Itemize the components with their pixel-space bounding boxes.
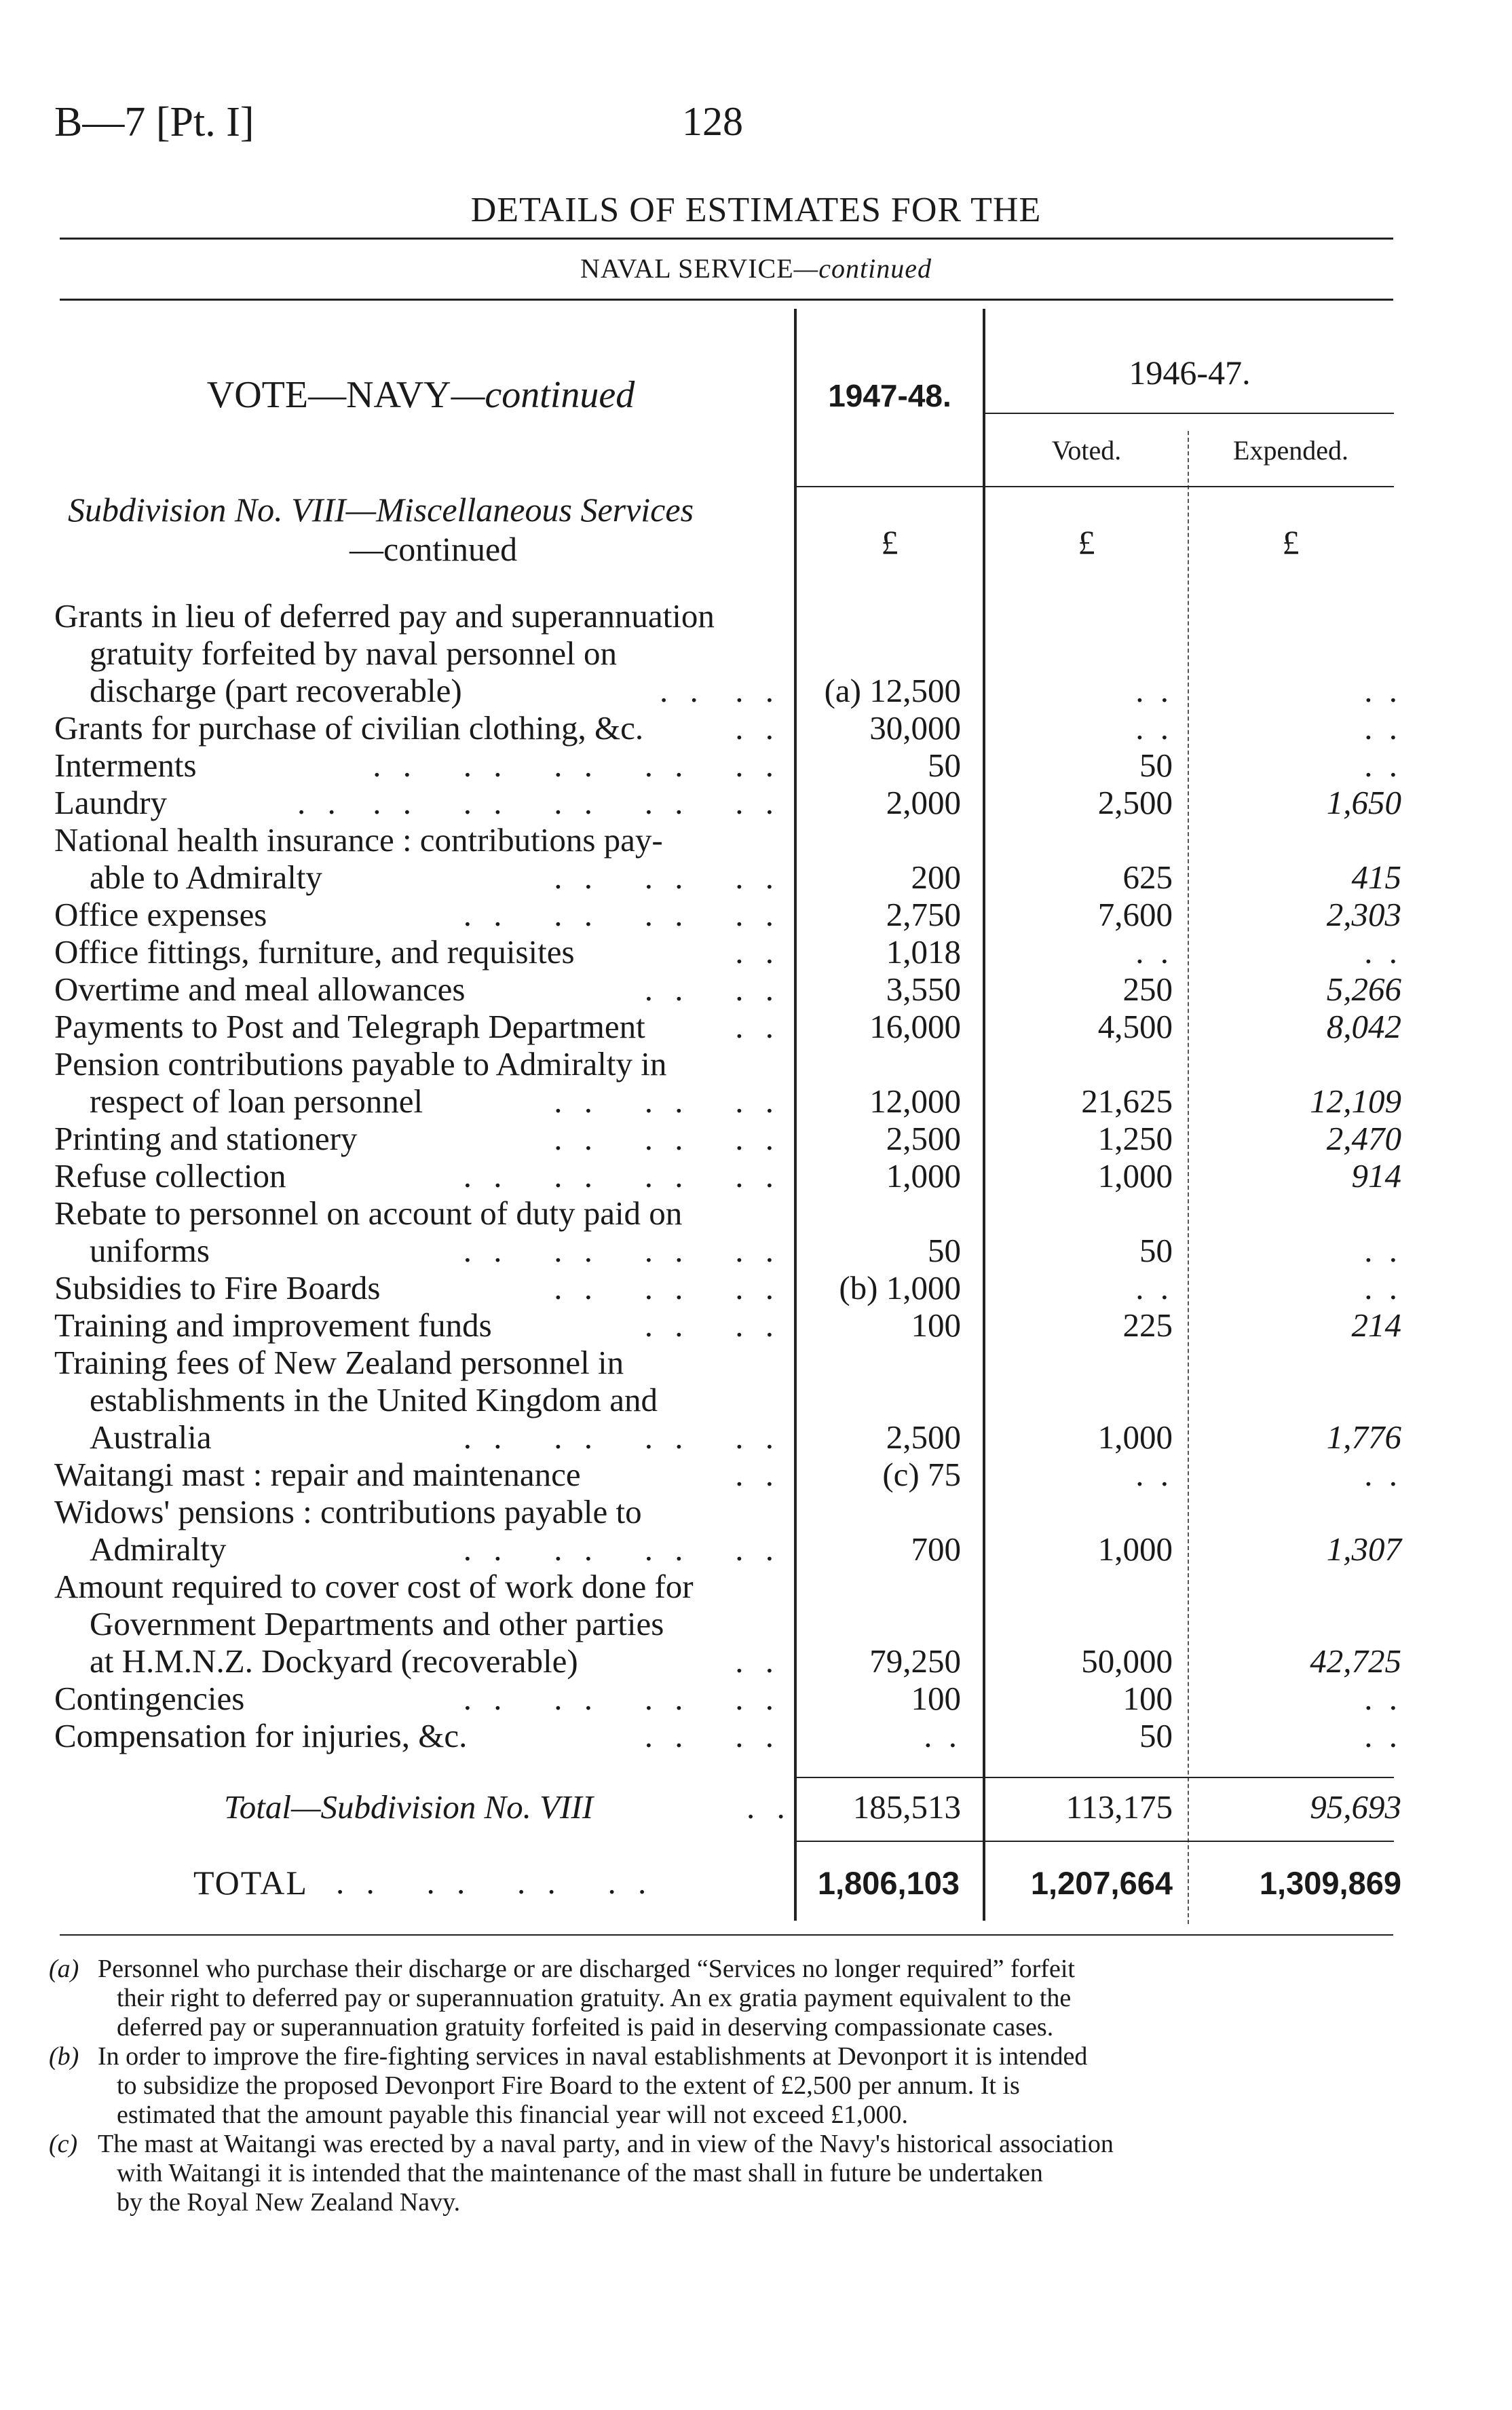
row-voted-value: 1,000	[1097, 1157, 1173, 1194]
leader-dots: . .	[735, 933, 780, 971]
row-current-value: 2,500	[886, 1418, 961, 1456]
table-row	[54, 1008, 780, 1045]
row-label-text: Laundry	[54, 784, 167, 821]
footnote-line: deferred pay or superannuation gratuity forfeited is paid in deserving compassionate cases.	[117, 2013, 1054, 2041]
row-current-value: 3,550	[886, 971, 961, 1008]
row-expended-value: 2,303	[1326, 896, 1401, 933]
row-label-line	[54, 1642, 780, 1680]
document-reference: B—7 [Pt. I]	[54, 99, 254, 145]
row-voted-value: 7,600	[1097, 896, 1173, 933]
row-label-line	[54, 1493, 780, 1530]
leader-dots: . .	[735, 1642, 780, 1680]
table-row	[54, 933, 780, 971]
leader-dots: . . . .	[660, 672, 780, 709]
row-label-line	[54, 1418, 780, 1456]
row-label-line	[54, 1045, 780, 1082]
total-label: TOTAL	[193, 1864, 308, 1902]
row-label-text: Compensation for injuries, &c.	[54, 1717, 468, 1754]
row-voted-value: . .	[1135, 1269, 1173, 1306]
row-label-line	[54, 821, 780, 859]
row-voted-value: 1,250	[1097, 1120, 1173, 1157]
row-label-text: Rebate to personnel on account of duty paid on	[54, 1194, 683, 1232]
row-current-value: 1,000	[886, 1157, 961, 1194]
table-row	[54, 709, 780, 747]
row-voted-value: . .	[1135, 1456, 1173, 1493]
row-voted-value: . .	[1135, 933, 1173, 971]
total-current: 1,806,103	[817, 1865, 960, 1901]
column-header-1946-47: 1946-47.	[1129, 354, 1251, 392]
row-label-text: Interments	[54, 747, 197, 784]
row-expended-value: 1,650	[1326, 784, 1401, 821]
table-row	[54, 896, 780, 933]
column-header-expended: Expended.	[1233, 435, 1348, 466]
table-row	[54, 784, 780, 821]
header-rule-previous	[985, 413, 1394, 414]
row-expended-value: . .	[1364, 709, 1401, 747]
row-current-value: (c) 75	[882, 1456, 961, 1493]
row-expended-value: 8,042	[1326, 1008, 1401, 1045]
subtotal-rule-bottom	[797, 1841, 1394, 1842]
row-label-text: National health insurance : contributions pay-	[54, 821, 663, 859]
row-label-text: Office fittings, furniture, and requisites	[54, 933, 575, 971]
row-label-text: respect of loan personnel	[90, 1082, 423, 1120]
leader-dots: . . . . . .	[554, 859, 780, 896]
row-voted-value: 21,625	[1081, 1082, 1173, 1120]
row-label-text: Refuse collection	[54, 1157, 286, 1194]
row-label-text: Subsidies to Fire Boards	[54, 1269, 381, 1306]
row-current-value: 1,018	[886, 933, 961, 971]
row-expended-value: . .	[1364, 747, 1401, 784]
row-label-text: discharge (part recoverable)	[90, 672, 462, 709]
row-label-text: Office expenses	[54, 896, 267, 933]
footnote-line: to subsidize the proposed Devonport Fire Board to the extent of £2,500 per annum. It is	[117, 2071, 1020, 2100]
row-voted-value: 50	[1139, 1717, 1173, 1754]
column-divider-3	[1188, 431, 1189, 1924]
leader-dots: . . . . . . . .	[463, 896, 780, 933]
row-expended-value: 415	[1351, 859, 1401, 896]
row-voted-value: 100	[1122, 1680, 1173, 1717]
row-expended-value: 42,725	[1310, 1642, 1401, 1680]
row-label-text: Waitangi mast : repair and maintenance	[54, 1456, 581, 1493]
vote-title: VOTE—NAVY	[206, 374, 451, 416]
row-label-text: Admiralty	[90, 1530, 227, 1568]
row-current-value: 79,250	[869, 1642, 961, 1680]
subtotal-rule-top	[797, 1777, 1394, 1778]
row-expended-value: . .	[1364, 1717, 1401, 1754]
table-row	[54, 1157, 780, 1194]
table-row	[54, 1306, 780, 1344]
service-suffix: —continued	[793, 253, 932, 284]
row-label-text: Grants for purchase of civilian clothing, &c.	[54, 709, 644, 747]
row-current-value: 700	[911, 1530, 961, 1568]
row-label-line	[54, 1269, 780, 1306]
row-current-value: 30,000	[869, 709, 961, 747]
table-row	[54, 1269, 780, 1306]
leader-dots: . . . . . .	[554, 1120, 780, 1157]
row-current-value: 2,750	[886, 896, 961, 933]
row-voted-value: 1,000	[1097, 1530, 1173, 1568]
total-voted: 1,207,664	[1030, 1865, 1173, 1901]
row-expended-value: 1,776	[1326, 1418, 1401, 1456]
footnote-line: estimated that the amount payable this financial year will not exceed £1,000.	[117, 2101, 909, 2129]
subtotal-voted: 113,175	[1065, 1788, 1173, 1826]
row-voted-value: 50	[1139, 747, 1173, 784]
leader-dots: . . . . . . . .	[463, 1418, 780, 1456]
leader-dots: . . . . . . . .	[463, 1157, 780, 1194]
currency-voted: £	[1078, 523, 1095, 561]
table-row	[54, 1045, 780, 1120]
row-voted-value: 225	[1122, 1306, 1173, 1344]
row-voted-value: 4,500	[1097, 1008, 1173, 1045]
row-current-value: (b) 1,000	[839, 1269, 961, 1306]
footnote	[49, 1955, 1406, 2042]
row-voted-value: 625	[1122, 859, 1173, 896]
footnote-line: by the Royal New Zealand Navy.	[117, 2188, 461, 2217]
row-current-value: 2,000	[886, 784, 961, 821]
footnote-line: with Waitangi it is intended that the maintenance of the mast shall in future be undertaken	[117, 2159, 1043, 2187]
service-heading	[0, 252, 1512, 284]
table-row	[54, 1344, 780, 1456]
row-label-text: Printing and stationery	[54, 1120, 358, 1157]
row-label-text: uniforms	[90, 1232, 210, 1269]
row-label-line	[54, 597, 780, 635]
total-dots: . . . . . . . .	[336, 1864, 654, 1901]
row-current-value: 50	[928, 747, 961, 784]
vote-heading	[54, 373, 787, 417]
row-label-line	[54, 1344, 780, 1381]
row-label-line	[54, 1082, 780, 1120]
table-row	[54, 747, 780, 784]
footnote-marker: (b)	[49, 2042, 79, 2071]
currency-1947-48: £	[881, 523, 899, 561]
row-current-value: 2,500	[886, 1120, 961, 1157]
row-label-text: Australia	[90, 1418, 212, 1456]
row-current-value: 100	[911, 1680, 961, 1717]
column-header-voted: Voted.	[1051, 435, 1122, 466]
footnote-line: their right to deferred pay or superannuation gratuity. An ex gratia payment equivalent to the	[117, 1984, 1072, 2012]
row-label-text: Amount required to cover cost of work done for	[54, 1568, 694, 1605]
row-label-line	[54, 859, 780, 896]
table-row	[54, 597, 780, 709]
row-label-line	[54, 672, 780, 709]
row-label-line	[54, 896, 780, 933]
row-label-line	[54, 1456, 780, 1493]
row-expended-value: . .	[1364, 1680, 1401, 1717]
table-row	[54, 1120, 780, 1157]
row-label-text: Training and improvement funds	[54, 1306, 492, 1344]
row-voted-value: 50,000	[1081, 1642, 1173, 1680]
row-expended-value: 2,470	[1326, 1120, 1401, 1157]
row-label-text: able to Admiralty	[90, 859, 322, 896]
row-current-value: (a) 12,500	[824, 672, 961, 709]
row-label-line	[54, 1120, 780, 1157]
footnote-line: The mast at Waitangi was erected by a naval party, and in view of the Navy's historical association	[98, 2130, 1114, 2158]
subdivision-continued: —continued	[349, 530, 518, 568]
row-current-value: 16,000	[869, 1008, 961, 1045]
row-voted-value: . .	[1135, 709, 1173, 747]
page-title: DETAILS OF ESTIMATES FOR THE	[470, 191, 1042, 229]
footnote-marker: (c)	[49, 2130, 78, 2158]
leader-dots: . . . . . .	[554, 1269, 780, 1306]
row-voted-value: 2,500	[1097, 784, 1173, 821]
row-label-line	[54, 1717, 780, 1754]
service-name: NAVAL SERVICE	[580, 253, 794, 284]
row-label-line	[54, 1008, 780, 1045]
row-expended-value: 5,266	[1326, 971, 1401, 1008]
row-current-value: 50	[928, 1232, 961, 1269]
row-voted-value: 250	[1122, 971, 1173, 1008]
footnote-line: Personnel who purchase their discharge or are discharged “Services no longer required” forfeit	[98, 1955, 1075, 1983]
row-label-text: Government Departments and other parties	[90, 1605, 664, 1642]
row-label-text: establishments in the United Kingdom and	[90, 1381, 658, 1418]
row-expended-value: 12,109	[1310, 1082, 1401, 1120]
row-current-value: 200	[911, 859, 961, 896]
row-expended-value: 1,307	[1326, 1530, 1401, 1568]
row-label-line	[54, 1306, 780, 1344]
leader-dots: . . . . . . . .	[463, 1530, 780, 1568]
row-label-text: Overtime and meal allowances	[54, 971, 466, 1008]
row-label-text: Pension contributions payable to Admiralty in	[54, 1045, 667, 1082]
row-label-line	[54, 1568, 780, 1605]
table-row	[54, 1568, 780, 1680]
leader-dots: . .	[735, 1008, 780, 1045]
row-expended-value: . .	[1364, 1456, 1401, 1493]
header-rule-bottom	[797, 486, 1394, 487]
leader-dots: . . . . . . . . . .	[373, 747, 780, 784]
row-label-line	[54, 1157, 780, 1194]
row-label-line	[54, 1232, 780, 1269]
subtotal-expended: 95,693	[1310, 1788, 1401, 1826]
row-current-value: 100	[911, 1306, 961, 1344]
subtotal-dots: . .	[746, 1788, 792, 1826]
row-label-line	[54, 1680, 780, 1717]
row-current-value: 12,000	[869, 1082, 961, 1120]
row-expended-value: 914	[1351, 1157, 1401, 1194]
vote-suffix: —continued	[451, 374, 635, 416]
subtotal-label	[224, 1788, 593, 1826]
subtotal-current: 185,513	[852, 1788, 961, 1826]
row-voted-value: . .	[1135, 672, 1173, 709]
table-row	[54, 1717, 780, 1754]
row-expended-value: . .	[1364, 672, 1401, 709]
row-label-line	[54, 971, 780, 1008]
total-expended: 1,309,869	[1259, 1865, 1401, 1901]
footnote-rule	[60, 1934, 1393, 1936]
row-label-text: Contingencies	[54, 1680, 245, 1717]
row-label-text: at H.M.N.Z. Dockyard (recoverable)	[90, 1642, 578, 1680]
row-label-line	[54, 1381, 780, 1418]
table-row	[54, 1456, 780, 1493]
footnote	[49, 2130, 1406, 2217]
row-label-line	[54, 1194, 780, 1232]
leader-dots: . . . . . . . .	[463, 1232, 780, 1269]
leader-dots: . . . . . .	[554, 1082, 780, 1120]
page-number: 128	[682, 99, 743, 144]
row-label-text: Grants in lieu of deferred pay and superannuation	[54, 597, 715, 635]
row-label-text: gratuity forfeited by naval personnel on	[90, 635, 617, 672]
row-label-line	[54, 784, 780, 821]
row-label-line	[54, 1530, 780, 1568]
table-row	[54, 1493, 780, 1568]
row-label-text: Widows' pensions : contributions payable to	[54, 1493, 642, 1530]
subdivision-heading	[68, 490, 787, 569]
footnote	[49, 2042, 1406, 2130]
leader-dots: . .	[735, 1456, 780, 1493]
service-rule	[60, 299, 1393, 301]
row-label-line	[54, 1605, 780, 1642]
leader-dots: . . . . . . . .	[463, 1680, 780, 1717]
row-label-text: Payments to Post and Telegraph Department	[54, 1008, 645, 1045]
row-label-line	[54, 933, 780, 971]
table-row	[54, 1194, 780, 1269]
row-voted-value: 1,000	[1097, 1418, 1173, 1456]
subtotal-row	[0, 1788, 1512, 1826]
subdivision-title: Subdivision No. VIII—Miscellaneous Services	[68, 491, 694, 529]
footnote-line: In order to improve the fire-fighting services in naval establishments at Devonport it is intended	[98, 2042, 1088, 2071]
row-current-value: . .	[924, 1717, 961, 1754]
subtotal-label-text: Total—Subdivision No. VIII	[224, 1788, 594, 1826]
column-header-1947-48: 1947-48.	[828, 378, 951, 413]
footnote-marker: (a)	[49, 1955, 79, 1983]
row-label-line	[54, 709, 780, 747]
row-expended-value: . .	[1364, 933, 1401, 971]
leader-dots: . . . . . . . . . . . .	[297, 784, 780, 821]
total-row	[0, 1863, 1512, 1904]
row-label-line	[54, 747, 780, 784]
leader-dots: . . . .	[644, 971, 780, 1008]
title-rule	[60, 238, 1393, 240]
leader-dots: . . . .	[644, 1306, 780, 1344]
row-expended-value: 214	[1351, 1306, 1401, 1344]
leader-dots: . .	[735, 709, 780, 747]
table-row	[54, 821, 780, 896]
row-expended-value: . .	[1364, 1232, 1401, 1269]
table-row	[54, 971, 780, 1008]
table-row	[54, 1680, 780, 1717]
currency-expended: £	[1282, 523, 1300, 561]
row-label-line	[54, 635, 780, 672]
row-label-text: Training fees of New Zealand personnel in	[54, 1344, 624, 1381]
row-voted-value: 50	[1139, 1232, 1173, 1269]
row-expended-value: . .	[1364, 1269, 1401, 1306]
leader-dots: . . . .	[644, 1717, 780, 1754]
